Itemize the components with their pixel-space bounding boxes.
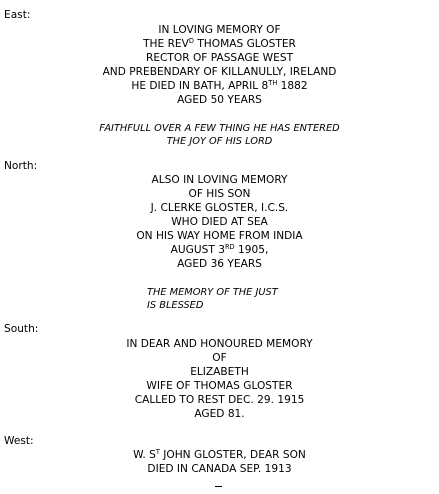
inscription-line: WIFE OF THOMAS GLOSTER: [146, 380, 293, 392]
inscription-line: ON HIS WAY HOME FROM INDIA: [136, 230, 303, 242]
inscription-line: IN DEAR AND HONOURED MEMORY: [126, 338, 313, 350]
north-heading: North:: [4, 160, 38, 172]
inscription-line: CALLED TO REST DEC. 29. 1915: [134, 394, 305, 406]
inscription-line: AGED 81.: [194, 408, 245, 420]
inscription-line: AGED 50 YEARS: [177, 94, 262, 106]
verse-line: FAITHFULL OVER A FEW THING HE HAS ENTERED: [99, 123, 340, 134]
west-heading: West:: [4, 435, 34, 447]
inscription-line: OF: [212, 352, 227, 364]
inscription-line: WHO DIED AT SEA: [171, 216, 268, 228]
inscription-line: RECTOR OF PASSAGE WEST: [145, 52, 294, 64]
east-verse: [0, 122, 439, 148]
inscription-line: HE DIED IN BATH, APRIL 8TH 1882: [131, 79, 308, 92]
north-inscription: [0, 173, 439, 271]
inscription-line: IN LOVING MEMORY OF: [158, 24, 281, 36]
divider: [215, 486, 222, 487]
east-heading: East:: [4, 9, 31, 21]
verse-line: THE MEMORY OF THE JUST: [147, 287, 278, 298]
inscription-line: J. CLERKE GLOSTER, I.C.S.: [150, 202, 289, 214]
inscription-line: ALSO IN LOVING MEMORY: [151, 174, 288, 186]
inscription-line: THE $REV^D$ THOMAS GLOSTER: [143, 37, 296, 50]
south-heading: South:: [4, 323, 39, 335]
verse-line: THE JOY OF HIS LORD: [166, 136, 273, 147]
inscription-line: W. $S^T$ JOHN GLOSTER, DEAR SON: [133, 448, 306, 461]
inscription-line: DIED IN CANADA SEP. 1913: [147, 463, 292, 475]
west-inscription: [0, 448, 439, 476]
inscription-line: OF HIS SON: [188, 188, 251, 200]
verse-line: IS BLESSED: [147, 300, 204, 311]
inscription-line: AND PREBENDARY OF KILLANULLY, IRELAND: [102, 66, 337, 78]
inscription-line: AGED 36 YEARS: [177, 258, 262, 270]
east-inscription: [0, 23, 439, 107]
inscription-line: AUGUST 3RD 1905,: [170, 243, 269, 256]
inscription-line: ELIZABETH: [190, 366, 249, 378]
south-inscription: [0, 337, 439, 421]
north-verse: [147, 286, 278, 312]
